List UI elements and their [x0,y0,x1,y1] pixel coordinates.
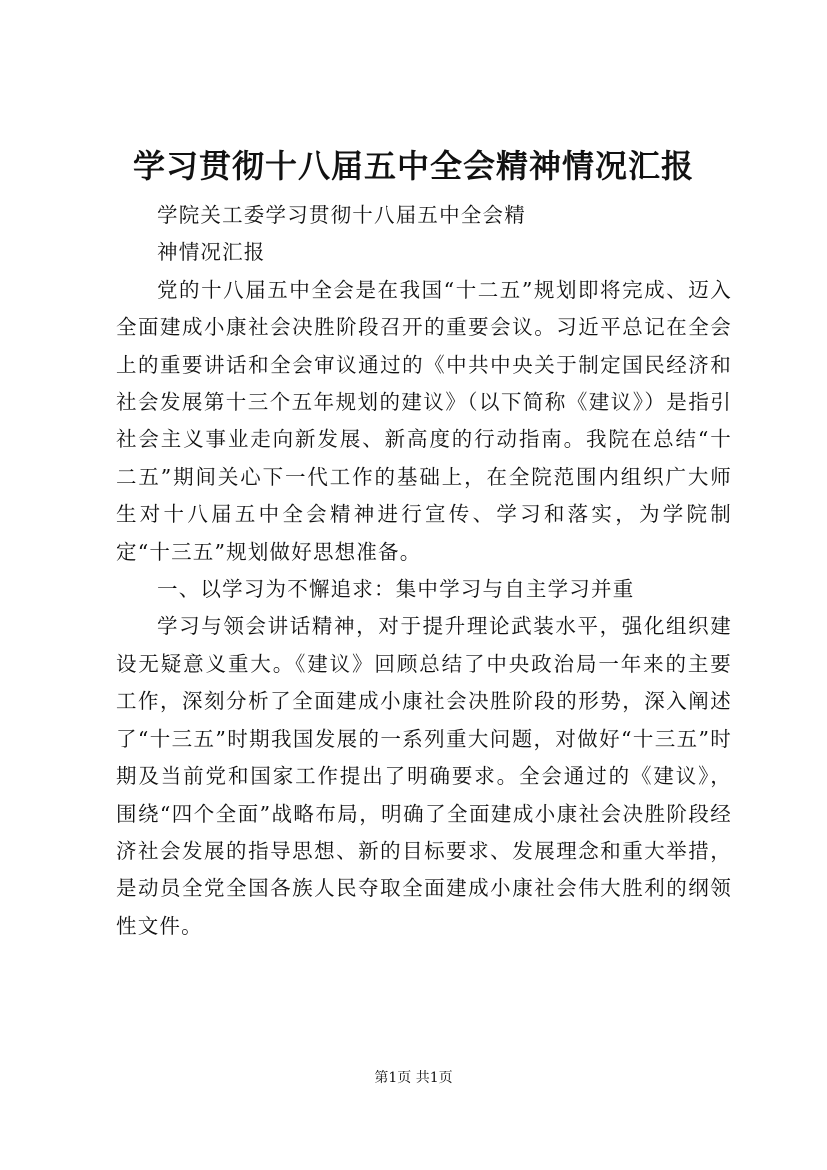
document-body [116,197,732,945]
document-title: 学习贯彻十八届五中全会精神情况汇报 [132,147,694,185]
subtitle-line-2: 神情况汇报 [157,240,266,265]
paragraph-intro: 党的十八届五中全会是在我国“十二五”规划即将完成、迈入全面建成小康社会决胜阶段召开的重要会议。习近平总记在全会上的重要讲话和全会审议通过的《中共中央关于制定国民经济和社会发展第十三个五年规划的建议》（以下简称《建议》）是指引社会主义事业走向新发展、新高度的行动指南。我院在总结“十二五”期间关心下一代工作的基础上，在全院范围内组织广大师生对十八届五中全会精神进行宣传、学习和落实，为学院制定“十三五”规划做好思想准备。 [116,277,732,564]
section-heading-1: 一、以学习为不懈追求：集中学习与自主学习并重 [157,577,635,602]
paragraph-section-1: 学习与领会讲话精神，对于提升理论武装水平，强化组织建设无疑意义重大。《建议》回顾总结了中央政治局一年来的主要工作，深刻分析了全面建成小康社会决胜阶段的形势，深入阐述了“十三五”时期我国发展的一系列重大问题，对做好“十三五”时期及当前党和国家工作提出了明确要求。全会通过的《建议》，围绕“四个全面”战略布局，明确了全面建成小康社会决胜阶段经济社会发展的指导思想、新的目标要求、发展理念和重大举措，是动员全党全国各族人民夺取全面建成小康社会伟大胜利的纲领性文件。 [116,614,732,938]
subtitle-line-1: 学院关工委学习贯彻十八届五中全会精 [157,203,526,227]
page-footer: 第1页 共1页 [374,1070,453,1086]
